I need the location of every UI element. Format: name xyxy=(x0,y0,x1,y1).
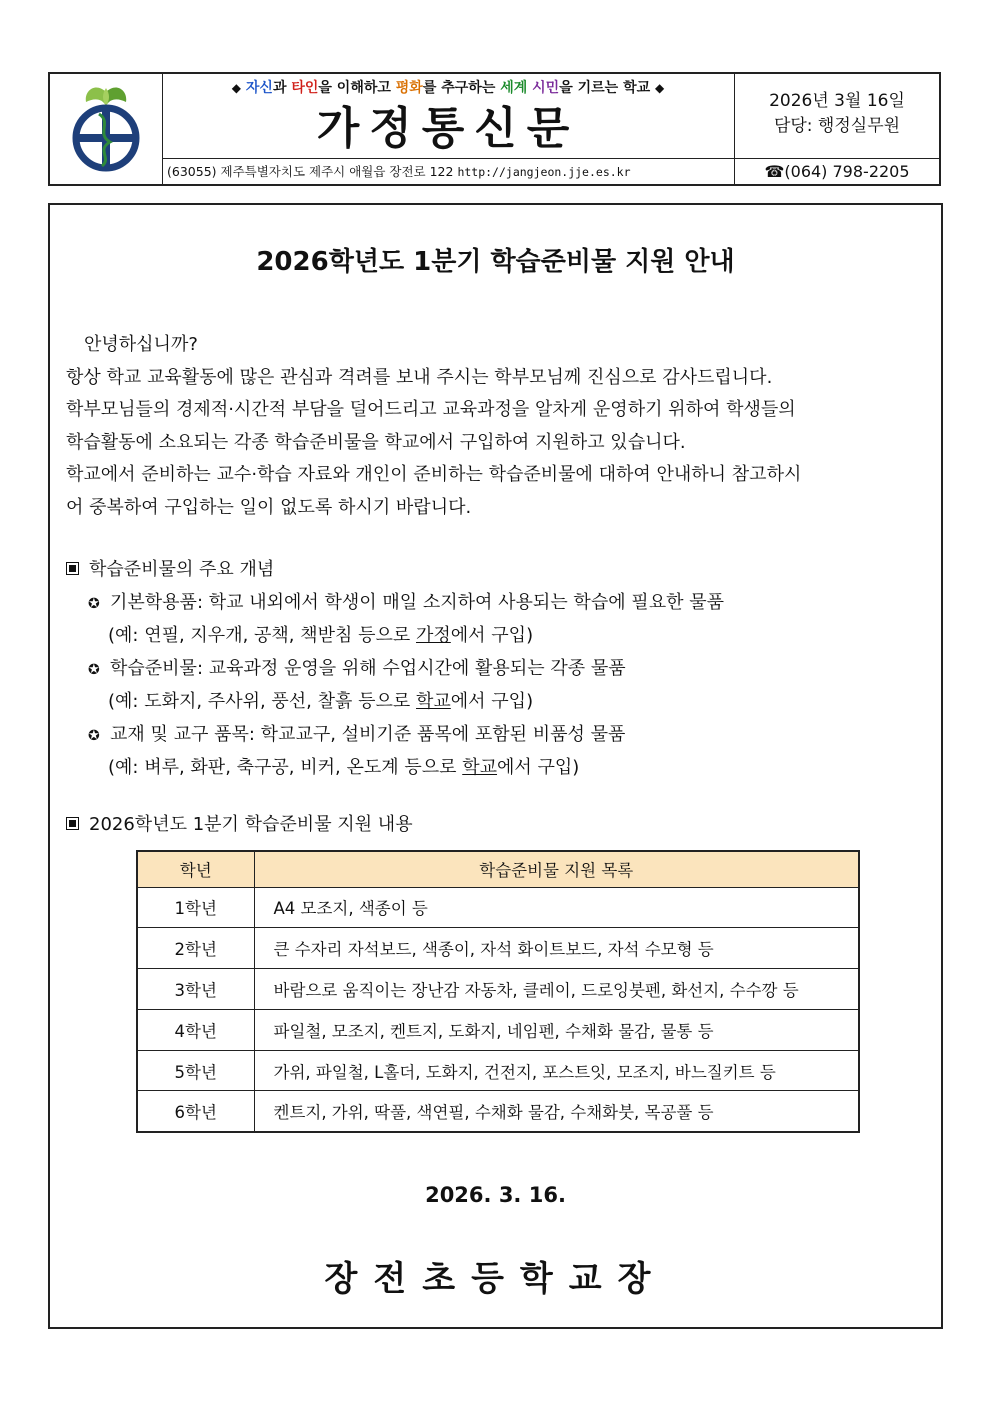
paragraph-line: 학습활동에 소요되는 각종 학습준비물을 학교에서 구입하여 지원하고 있습니다. xyxy=(66,431,686,453)
slogan-part: 를 추구하는 xyxy=(422,80,501,96)
table-row xyxy=(137,928,859,969)
support-table xyxy=(136,850,860,1133)
example-text: (예: 벼루, 화판, 축구공, 비커, 온도계 등으로 xyxy=(108,757,463,778)
slogan-part: 자신 xyxy=(245,80,273,96)
telephone-icon: ☎ xyxy=(764,162,785,181)
diamond-icon: ◆ xyxy=(231,81,241,95)
purchase-place: 학교 xyxy=(462,757,498,778)
items-cell: 가위, 파일철, L홀더, 도화지, 건전지, 포스트잇, 모조지, 바느질키트 등 xyxy=(254,1050,859,1091)
school-slogan xyxy=(162,74,734,102)
star-bullet-icon: ✪ xyxy=(88,661,100,678)
concept-definition: 학습준비물: 교육과정 운영을 위해 수업시간에 활용되는 각종 물품 xyxy=(110,657,626,679)
concept-example xyxy=(66,686,724,719)
table-row xyxy=(137,1009,859,1050)
example-text: 에서 구입) xyxy=(450,625,534,646)
slogan-part: 을 기르는 학교 xyxy=(559,80,651,96)
table-row xyxy=(137,1050,859,1091)
letter-body xyxy=(48,203,943,1329)
items-cell: 켄트지, 가위, 딱풀, 색연필, 수채화 물감, 수채화붓, 목공풀 등 xyxy=(254,1091,859,1132)
items-cell: 파일철, 모조지, 켄트지, 도화지, 네임펜, 수채화 물감, 물통 등 xyxy=(254,1009,859,1050)
column-header: 학습준비물 지원 목록 xyxy=(254,851,859,887)
grade-cell: 1학년 xyxy=(137,887,254,928)
purchase-place: 가정 xyxy=(416,625,451,646)
column-header: 학년 xyxy=(137,851,254,887)
contact-person: 담당: 행정실무원 xyxy=(773,116,901,136)
paragraph-line: 어 중복하여 구입하는 일이 없도록 하시기 바랍니다. xyxy=(66,496,472,518)
logo-cell xyxy=(50,74,163,184)
grade-cell: 2학년 xyxy=(137,928,254,969)
grade-cell: 6학년 xyxy=(137,1091,254,1132)
date-cell xyxy=(734,74,939,158)
table-row xyxy=(137,969,859,1010)
table-header-row xyxy=(137,851,859,887)
slogan-part: 타인 xyxy=(291,80,319,96)
document-title: 2026학년도 1분기 학습준비물 지원 안내 xyxy=(256,247,735,277)
paragraph-line: 학부모님들의 경제적·시간적 부담을 덜어드리고 교육과정을 알차게 운영하기 위하여 학생들의 xyxy=(66,399,796,420)
star-bullet-icon: ✪ xyxy=(88,727,100,744)
slogan-part: 을 이해하고 xyxy=(318,80,396,96)
star-bullet-icon: ✪ xyxy=(88,595,100,612)
items-cell: 바람으로 움직이는 장난감 자동차, 클레이, 드로잉붓펜, 화선지, 수수깡 등 xyxy=(254,969,859,1010)
grade-cell: 5학년 xyxy=(137,1050,254,1091)
intro-paragraph xyxy=(66,329,928,524)
example-text: 에서 구입) xyxy=(497,757,580,778)
section-heading-text: 2026학년도 1분기 학습준비물 지원 내용 xyxy=(89,814,413,835)
section-heading-text: 학습준비물의 주요 개념 xyxy=(89,559,275,580)
square-bullet-icon xyxy=(66,817,79,830)
grade-cell: 3학년 xyxy=(137,969,254,1010)
items-cell: A4 모조지, 색종이 등 xyxy=(254,887,859,928)
slogan-part: 평화 xyxy=(395,80,423,96)
example-text: (예: 도화지, 주사위, 풍선, 찰흙 등으로 xyxy=(108,691,417,712)
paragraph-line: 학교에서 준비하는 교수·학습 자료와 개인이 준비하는 학습준비물에 대하여 안내하니 참고하시 xyxy=(66,464,802,485)
section-heading xyxy=(66,554,724,587)
concept-example xyxy=(66,620,724,653)
slogan-part: 과 xyxy=(272,80,292,96)
square-bullet-icon xyxy=(66,562,79,575)
concept-definition: 기본학용품: 학교 내외에서 학생이 매일 소지하여 사용되는 학습에 필요한 물품 xyxy=(110,591,724,613)
table-row xyxy=(137,887,859,928)
concept-item xyxy=(66,587,724,621)
concept-definition: 교재 및 교구 품목: 학교교구, 설비기준 품목에 포함된 비품성 물품 xyxy=(110,723,626,745)
address-row xyxy=(162,158,939,185)
grade-cell: 4학년 xyxy=(137,1009,254,1050)
school-phone xyxy=(734,159,939,185)
school-url: http://jangjeon.jje.es.kr xyxy=(457,165,631,179)
school-emblem-icon xyxy=(66,84,146,174)
signatory: 장전초등학교장 xyxy=(324,1259,667,1299)
footer-date: 2026. 3. 16. xyxy=(425,1183,566,1207)
concept-item xyxy=(66,653,724,687)
paragraph-line: 항상 학교 교육활동에 많은 관심과 격려를 보내 주시는 학부모님께 진심으로 감사드립니다. xyxy=(66,366,773,388)
newsletter-title: 가정통신문 xyxy=(316,103,580,154)
concepts-section xyxy=(66,554,724,785)
slogan-part: 시민 xyxy=(532,80,560,96)
items-cell: 큰 수자리 자석보드, 색종이, 자석 화이트보드, 자석 수모형 등 xyxy=(254,928,859,969)
issue-date: 2026년 3월 16일 xyxy=(769,91,905,111)
table-row xyxy=(137,1091,859,1132)
support-section-heading xyxy=(66,809,413,842)
newsletter-header xyxy=(48,72,941,186)
concept-example xyxy=(66,752,724,785)
greeting: 안녕하십니까? xyxy=(84,334,198,355)
concept-item xyxy=(66,719,724,753)
diamond-icon: ◆ xyxy=(655,81,665,95)
slogan-part: 세계 xyxy=(500,80,528,96)
example-text: (예: 연필, 지우개, 공책, 책받침 등으로 xyxy=(108,625,417,646)
phone-number: (064) 798-2205 xyxy=(784,162,910,181)
address-text: (63055) 제주특별자치도 제주시 애월읍 장전로 122 xyxy=(167,164,454,179)
example-text: 에서 구입) xyxy=(450,691,534,712)
school-address xyxy=(162,159,734,185)
purchase-place: 학교 xyxy=(416,691,451,712)
